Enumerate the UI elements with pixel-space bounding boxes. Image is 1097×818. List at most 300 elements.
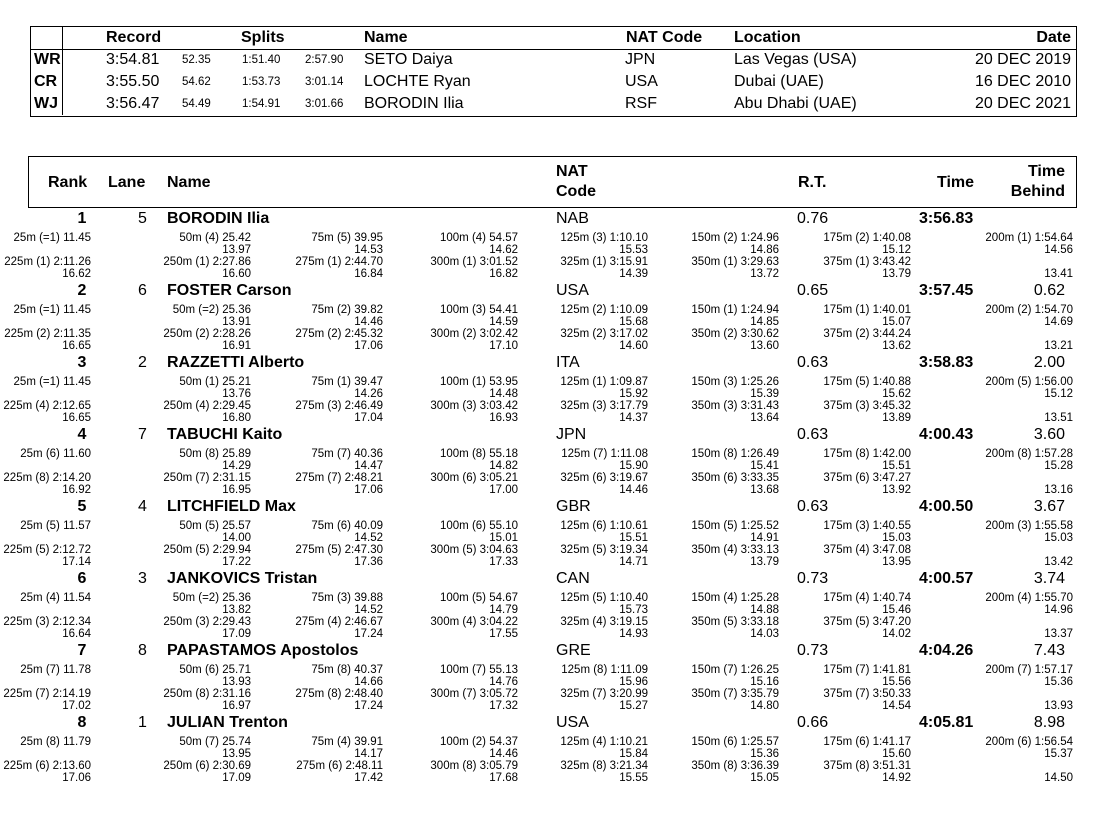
split-cell [233,472,383,496]
split-cumulative: 350m (8) 3:36.39 [691,760,779,772]
split-cell [368,760,518,784]
split-lap: 17.22 [222,556,251,568]
split-cell [233,400,383,424]
split-lap: 14.82 [489,460,518,472]
swimmer-nat: GRE [556,642,591,659]
split-cumulative: 125m (2) 1:10.09 [560,304,648,316]
split-cumulative: 275m (2) 2:45.32 [295,328,383,340]
swimmer-lane: 3 [138,570,147,587]
split-lap: 14.17 [354,748,383,760]
split-cell [233,616,383,640]
record-nat: RSF [625,95,657,112]
swimmer-rt: 0.76 [797,210,829,227]
split-cumulative: 325m (3) 3:17.79 [560,400,648,412]
split-cumulative: 275m (4) 2:46.67 [295,616,383,628]
split-cell [0,520,91,544]
split-lap [0,748,91,760]
swimmer-time: 4:00.43 [919,426,974,443]
swimmer-rank: 1 [77,210,87,227]
record-split: 3:01.14 [305,76,344,88]
split-cell [629,544,779,568]
split-lap [0,532,91,544]
swimmer-time: 3:58.83 [919,354,974,371]
split-lap: 14.76 [489,676,518,688]
split-cumulative: 50m (=2) 25.36 [172,592,251,604]
split-lap: 13.62 [882,340,911,352]
swimmer-time-behind: 2.00 [1033,354,1065,371]
split-cell [498,448,648,472]
split-cumulative: 125m (5) 1:10.40 [560,592,648,604]
split-cumulative: 350m (2) 3:30.62 [691,328,779,340]
split-cell [233,736,383,760]
header-nat-line2: Code [556,183,596,200]
split-cumulative: 25m (8) 11.79 [20,736,91,748]
split-lap: 17.14 [62,556,91,568]
split-cell [761,760,911,784]
split-cell [368,688,518,712]
split-cell [233,592,383,616]
split-cell [101,256,251,280]
split-cumulative: 275m (5) 2:47.30 [295,544,383,556]
split-lap: 15.73 [619,604,648,616]
split-lap: 15.03 [1044,532,1073,544]
split-lap: 14.02 [882,628,911,640]
split-cumulative: 75m (1) 39.47 [311,376,383,388]
swimmer-time: 4:00.50 [919,498,974,515]
split-lap: 15.62 [882,388,911,400]
swimmer-row [0,282,1097,354]
split-cell [101,520,251,544]
swimmer-lane: 6 [138,282,147,299]
split-cell [233,688,383,712]
split-cell [101,592,251,616]
split-lap: 13.89 [882,412,911,424]
split-cumulative: 225m (2) 2:11.35 [4,328,91,340]
split-cumulative: 275m (1) 2:44.70 [295,256,383,268]
split-cumulative [923,544,1073,556]
split-cell [368,592,518,616]
split-cell [368,544,518,568]
split-lap: 15.12 [882,244,911,256]
split-cell [629,736,779,760]
split-lap: 15.96 [619,676,648,688]
swimmer-nat: JPN [556,426,587,443]
split-lap: 16.80 [222,412,251,424]
split-lap: 17.55 [489,628,518,640]
split-lap: 14.85 [750,316,779,328]
split-lap: 13.72 [750,268,779,280]
split-cumulative: 175m (8) 1:42.00 [823,448,911,460]
split-cell [498,400,648,424]
swimmer-lane: 7 [138,426,147,443]
record-split: 1:54.91 [242,98,281,110]
split-cumulative [923,400,1073,412]
swimmer-name: PAPASTAMOS Apostolos [167,642,359,659]
split-cell [0,664,91,688]
swimmer-name: LITCHFIELD Max [167,498,296,515]
split-lap: 17.00 [489,484,518,496]
split-cumulative: 325m (6) 3:19.67 [560,472,648,484]
split-lap: 14.39 [619,268,648,280]
split-lap [0,460,91,472]
split-cell [629,520,779,544]
split-lap: 15.53 [619,244,648,256]
record-split: 52.35 [182,54,211,66]
swimmer-time: 4:00.57 [919,570,974,587]
swimmer-name: BORODIN Ilia [167,210,270,227]
swimmer-time: 4:05.81 [919,714,974,731]
split-lap: 16.91 [222,340,251,352]
split-cell [629,616,779,640]
split-cell [498,544,648,568]
split-cell [923,592,1073,616]
split-cumulative: 150m (3) 1:25.26 [691,376,779,388]
split-cumulative: 300m (6) 3:05.21 [430,472,518,484]
header-rt: R.T. [798,174,827,191]
split-lap: 13.21 [1044,340,1073,352]
split-lap: 15.92 [619,388,648,400]
record-location: Las Vegas (USA) [734,51,857,68]
swimmer-time-behind: 3.74 [1033,570,1065,587]
swimmer-name: JANKOVICS Tristan [167,570,318,587]
split-cell [761,544,911,568]
record-split: 3:01.66 [305,98,344,110]
swimmer-time-behind: 8.98 [1033,714,1065,731]
split-cell [233,256,383,280]
split-cell [498,376,648,400]
split-lap: 14.46 [354,316,383,328]
split-cumulative: 100m (2) 54.37 [440,736,518,748]
split-cumulative: 250m (4) 2:29.45 [163,400,251,412]
split-lap: 14.03 [750,628,779,640]
swimmer-time: 3:57.45 [919,282,974,299]
split-cell [101,736,251,760]
record-split: 54.62 [182,76,211,88]
split-cell [923,616,1073,640]
records-table [30,26,1077,117]
split-cumulative: 75m (2) 39.82 [311,304,383,316]
record-time: 3:54.81 [106,51,160,68]
split-cell [0,328,91,352]
split-cumulative: 25m (7) 11.78 [20,664,91,676]
swimmer-lane: 4 [138,498,147,515]
record-split: 1:51.40 [242,54,281,66]
split-cell [233,664,383,688]
split-cell [498,304,648,328]
split-cell [233,232,383,256]
split-cumulative: 75m (5) 39.95 [311,232,383,244]
split-lap: 14.62 [489,244,518,256]
split-cumulative: 125m (4) 1:10.21 [560,736,648,748]
split-lap: 17.24 [354,700,383,712]
split-lap: 14.91 [750,532,779,544]
swimmer-rt: 0.65 [797,282,829,299]
split-cumulative: 50m (7) 25.74 [179,736,251,748]
split-cell [233,376,383,400]
split-cumulative: 200m (7) 1:57.17 [985,664,1073,676]
split-cumulative: 25m (5) 11.57 [20,520,91,532]
swimmer-lane: 1 [138,714,147,731]
split-cumulative: 75m (8) 40.37 [311,664,383,676]
split-cell [101,304,251,328]
split-cumulative: 175m (6) 1:41.17 [823,736,911,748]
split-lap: 14.37 [619,412,648,424]
split-cumulative: 200m (6) 1:56.54 [985,736,1073,748]
split-cumulative [923,328,1073,340]
split-cumulative: 125m (8) 1:11.09 [561,664,648,676]
split-lap: 14.00 [222,532,251,544]
header-nat-line1: NAT [556,163,588,180]
split-cumulative: 225m (3) 2:12.34 [3,616,91,628]
split-cell [761,232,911,256]
split-cumulative: 175m (7) 1:41.81 [823,664,911,676]
swimmer-rt: 0.73 [797,570,829,587]
record-date: 20 DEC 2021 [974,95,1071,112]
record-row [31,71,1076,93]
split-cell [233,760,383,784]
split-cumulative: 275m (3) 2:46.49 [295,400,383,412]
split-lap: 13.91 [222,316,251,328]
swimmer-nat: ITA [556,354,580,371]
split-cumulative: 350m (5) 3:33.18 [691,616,779,628]
split-cell [923,688,1073,712]
split-lap: 14.86 [750,244,779,256]
split-lap: 13.93 [222,676,251,688]
record-code: WR [34,51,61,68]
split-cumulative: 50m (1) 25.21 [179,376,251,388]
split-cell [0,232,91,256]
split-lap: 13.68 [750,484,779,496]
split-cumulative: 200m (4) 1:55.70 [985,592,1073,604]
split-cell [368,664,518,688]
split-lap: 17.36 [354,556,383,568]
split-cumulative: 75m (7) 40.36 [311,448,383,460]
split-cell [368,520,518,544]
results-header [28,156,1077,208]
split-cell [368,400,518,424]
split-cumulative: 200m (3) 1:55.58 [985,520,1073,532]
split-cell [761,448,911,472]
split-lap: 13.64 [750,412,779,424]
record-time: 3:56.47 [106,95,160,112]
split-cell [761,328,911,352]
swimmer-row [0,714,1097,786]
split-cumulative: 200m (1) 1:54.64 [985,232,1073,244]
split-lap: 14.88 [750,604,779,616]
split-cell [368,448,518,472]
record-split: 54.49 [182,98,211,110]
split-cell [761,520,911,544]
split-lap: 13.95 [222,748,251,760]
split-cell [0,256,91,280]
split-cumulative: 25m (=1) 11.45 [13,376,91,388]
split-lap: 15.37 [1044,748,1073,760]
split-cell [498,616,648,640]
split-lap: 15.55 [619,772,648,784]
split-cumulative: 150m (4) 1:25.28 [691,592,779,604]
split-lap: 14.79 [489,604,518,616]
split-lap: 15.36 [750,748,779,760]
split-cumulative: 375m (1) 3:43.42 [823,256,911,268]
split-cumulative: 100m (8) 55.18 [440,448,518,460]
split-cell [0,592,91,616]
split-lap: 14.46 [489,748,518,760]
split-lap: 17.06 [354,340,383,352]
split-cell [923,520,1073,544]
split-lap: 14.48 [489,388,518,400]
split-cell [0,448,91,472]
record-row [31,49,1076,71]
split-cumulative: 75m (3) 39.88 [311,592,383,604]
swimmer-rt: 0.66 [797,714,829,731]
split-cell [101,760,251,784]
split-cell [368,472,518,496]
split-cell [923,256,1073,280]
split-lap: 16.93 [489,412,518,424]
split-cell [761,616,911,640]
records-header-record: Record [106,29,162,46]
split-cumulative: 150m (7) 1:26.25 [691,664,779,676]
split-cumulative: 375m (3) 3:45.32 [823,400,911,412]
split-cell [101,664,251,688]
split-cumulative: 250m (8) 2:31.16 [163,688,251,700]
split-cell [923,736,1073,760]
swimmer-lane: 2 [138,354,147,371]
split-lap: 17.09 [222,772,251,784]
swimmer-name: JULIAN Trenton [167,714,288,731]
split-cell [761,256,911,280]
swimmer-rt: 0.63 [797,354,829,371]
record-split: 2:57.90 [305,54,344,66]
split-cumulative: 50m (4) 25.42 [179,232,251,244]
record-name: BORODIN Ilia [364,95,464,112]
split-cumulative: 125m (1) 1:09.87 [560,376,648,388]
split-cell [0,736,91,760]
split-cumulative: 275m (6) 2:48.11 [296,760,383,772]
split-lap: 13.97 [222,244,251,256]
split-lap: 16.97 [222,700,251,712]
split-cell [0,304,91,328]
split-cumulative: 375m (8) 3:51.31 [823,760,911,772]
split-lap: 15.56 [882,676,911,688]
split-cell [629,688,779,712]
record-row [31,93,1076,115]
swimmer-time-behind: 3.60 [1033,426,1065,443]
split-cell [101,688,251,712]
records-header-date: Date [1036,29,1071,46]
split-cumulative: 75m (4) 39.91 [311,736,383,748]
swimmer-rank: 2 [77,282,87,299]
swimmer-time: 3:56.83 [919,210,974,227]
split-cumulative: 325m (8) 3:21.34 [560,760,648,772]
split-cumulative: 200m (5) 1:56.00 [985,376,1073,388]
split-cumulative: 175m (4) 1:40.74 [823,592,911,604]
split-lap: 16.92 [62,484,91,496]
split-cell [629,592,779,616]
record-name: SETO Daiya [364,51,453,68]
split-cumulative [923,688,1073,700]
split-cell [923,664,1073,688]
split-cumulative: 50m (=2) 25.36 [172,304,251,316]
split-cumulative: 100m (5) 54.67 [440,592,518,604]
split-cumulative: 300m (5) 3:04.63 [430,544,518,556]
swimmer-rank: 4 [77,426,87,443]
record-location: Dubai (UAE) [734,73,824,90]
split-lap: 14.52 [354,532,383,544]
record-code: WJ [34,95,58,112]
swimmer-rank: 8 [77,714,87,731]
split-cell [761,472,911,496]
split-lap: 14.66 [354,676,383,688]
split-cell [761,592,911,616]
split-cell [761,304,911,328]
split-lap: 13.79 [882,268,911,280]
split-cell [0,400,91,424]
swimmer-rank: 6 [77,570,87,587]
split-cumulative: 25m (=1) 11.45 [13,232,91,244]
split-lap: 14.52 [354,604,383,616]
swimmer-time-behind: 3.67 [1033,498,1065,515]
split-cell [498,664,648,688]
split-cell [629,448,779,472]
record-nat: JPN [625,51,656,68]
split-lap: 14.96 [1044,604,1073,616]
records-header-nat: NAT Code [626,29,703,46]
split-cumulative: 25m (6) 11.60 [20,448,91,460]
split-cumulative: 375m (4) 3:47.08 [823,544,911,556]
split-cell [498,520,648,544]
swimmer-time-behind: 0.62 [1033,282,1065,299]
split-lap: 13.95 [882,556,911,568]
split-lap: 13.82 [222,604,251,616]
split-cumulative: 25m (4) 11.54 [20,592,91,604]
split-lap: 17.06 [62,772,91,784]
split-cumulative: 200m (2) 1:54.70 [985,304,1073,316]
split-lap: 17.09 [222,628,251,640]
split-cumulative: 325m (1) 3:15.91 [560,256,648,268]
split-lap: 13.92 [882,484,911,496]
swimmer-nat: USA [556,714,589,731]
swimmer-row [0,210,1097,282]
split-lap: 16.60 [222,268,251,280]
split-lap: 16.95 [222,484,251,496]
split-cumulative: 100m (4) 54.57 [440,232,518,244]
split-lap: 14.69 [1044,316,1073,328]
split-cumulative: 300m (8) 3:05.79 [430,760,518,772]
split-lap: 15.39 [750,388,779,400]
split-lap: 15.60 [882,748,911,760]
split-lap [0,316,91,328]
split-lap: 17.24 [354,628,383,640]
swimmer-time-behind: 7.43 [1033,642,1065,659]
split-lap: 14.92 [882,772,911,784]
split-cell [0,376,91,400]
split-cumulative: 225m (5) 2:12.72 [3,544,91,556]
split-lap: 15.07 [882,316,911,328]
split-lap: 14.53 [354,244,383,256]
split-cumulative: 300m (4) 3:04.22 [430,616,518,628]
split-cumulative [923,472,1073,484]
split-lap: 14.93 [619,628,648,640]
split-lap: 14.50 [1044,772,1073,784]
split-cumulative: 350m (6) 3:33.35 [691,472,779,484]
split-lap: 15.16 [750,676,779,688]
split-cell [101,472,251,496]
header-behind-line2: Behind [1010,183,1065,200]
split-cumulative: 350m (3) 3:31.43 [691,400,779,412]
split-cumulative: 225m (1) 2:11.26 [4,256,91,268]
records-header-name: Name [364,29,408,46]
